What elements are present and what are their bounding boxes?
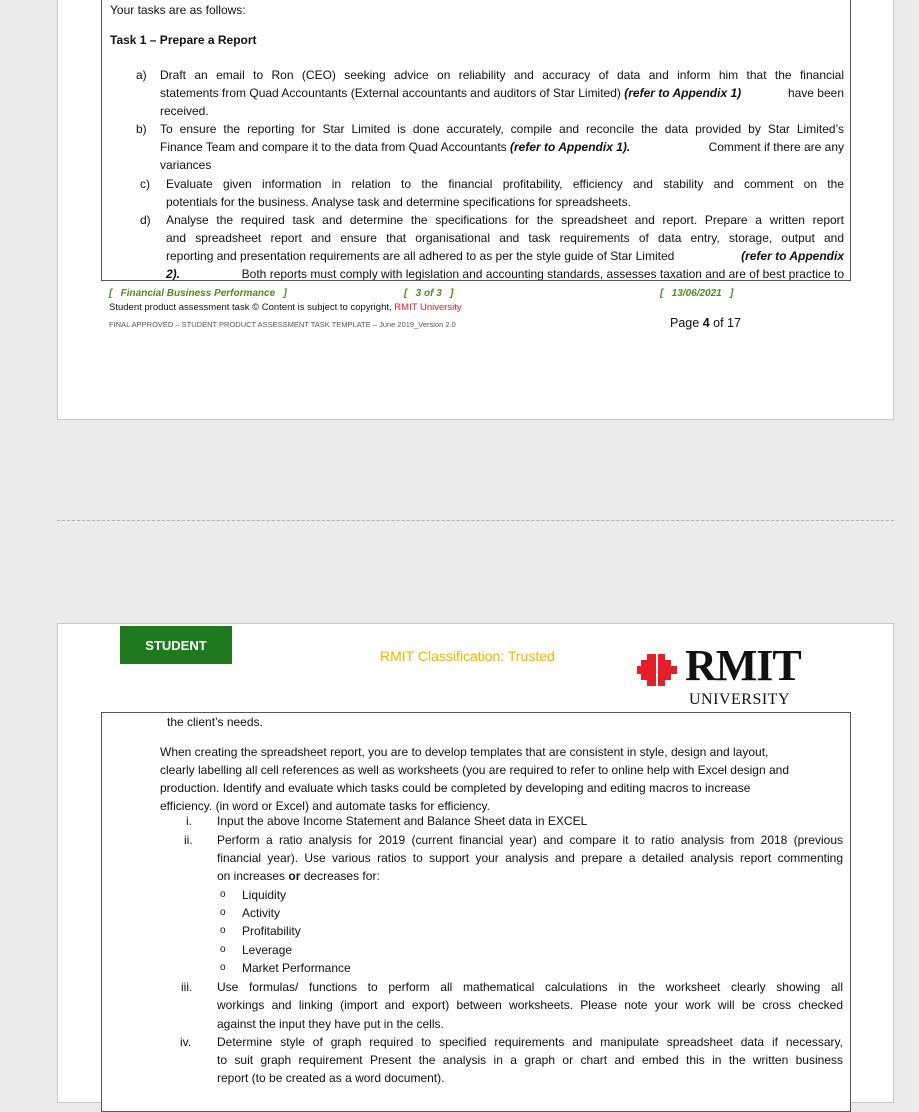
footer-template-version: FINAL APPROVED – STUDENT PRODUCT ASSESSMENT TASK TEMPLATE – June 2019_Version 2.0	[109, 320, 456, 329]
para-line-1: When creating the spreadsheet report, you are to develop templates that are consistent in style, design and layout,	[160, 745, 769, 759]
roman-label-i: i.	[186, 814, 192, 828]
task-content-box	[101, 0, 851, 281]
roman-i-line1: Input the above Income Statement and Balance Sheet data in EXCEL	[217, 814, 588, 828]
page-break-divider	[57, 520, 894, 521]
roman-iv-line1: Determine style of graph required to specified requirements and manipulate spreadsheet data if necessary,	[217, 1035, 843, 1049]
para-line-4: efficiency. (in word or Excel) and automate tasks for efficiency.	[160, 799, 490, 813]
bullet-leverage: Leverage	[242, 943, 293, 957]
item-c-line2: potentials for the business. Analyse task and determine specifications for spreadsheets.	[166, 195, 631, 209]
bullet-marker: o	[220, 962, 226, 973]
rmit-logo-text: RMIT	[685, 641, 801, 690]
roman-iv-line2: to suit graph requirement Present the analysis in a graph or chart and embed this in the written business	[217, 1053, 843, 1067]
document-page-4	[57, 0, 894, 420]
item-label-d: d)	[140, 213, 151, 227]
roman-label-iii: iii.	[181, 980, 193, 994]
footer-page-number: Page 4 of 17	[670, 316, 741, 330]
student-badge: STUDENT	[120, 626, 232, 664]
item-b-line1: To ensure the reporting for Star Limited is done accurately, compile and reconcile the data provided by Star Limited’s	[160, 122, 844, 136]
footer-unit-title: [ Financial Business Performance ]	[109, 288, 287, 299]
roman-ii-line1: Perform a ratio analysis for 2019 (current financial year) and compare it to ratio analysis from 2018 (previous	[217, 833, 843, 847]
task-heading: Task 1 – Prepare a Report	[110, 33, 257, 47]
item-a-line1: Draft an email to Ron (CEO) seeking advice on reliability and accuracy of data and inform him that the financial	[160, 68, 844, 82]
bullet-activity: Activity	[242, 906, 281, 920]
roman-ii-line2: financial year). Use various ratios to support your analysis and prepare a detailed analysis report commenting	[217, 851, 843, 865]
item-c-line1: Evaluate given information in relation to the financial profitability, efficiency and stability and comment on the	[166, 177, 844, 191]
bullet-marker: o	[220, 944, 226, 955]
rmit-pixel-icon	[635, 648, 679, 692]
rmit-logo-subtext: UNIVERSITY	[689, 691, 790, 708]
item-d-line4: 2). Both reports must comply with legislation and accounting standards, assesses taxation and are of best practice to	[166, 267, 844, 281]
bullet-marker: o	[220, 889, 226, 900]
roman-label-iv: iv.	[180, 1035, 192, 1049]
roman-label-ii: ii.	[184, 833, 193, 847]
item-label-c: c)	[140, 177, 150, 191]
rmit-logo	[635, 641, 809, 714]
roman-ii-line3: on increases or decreases for:	[217, 869, 380, 883]
classification-label: RMIT Classification: Trusted	[380, 648, 555, 664]
bullet-market-performance: Market Performance	[242, 961, 351, 975]
roman-iii-line1: Use formulas/ functions to perform all mathematical calculations in the worksheet clearly showing all	[217, 980, 843, 994]
item-d-line3: reporting and presentation requirements are all adhered to as per the style guide of Star Limited (refer to Appendix	[166, 249, 844, 263]
item-label-b: b)	[136, 122, 147, 136]
task-content-box-continued	[101, 712, 851, 1112]
item-d-line2: and spreadsheet report and ensure that organisational and task requirements of data entry, storage, output and	[166, 231, 844, 245]
intro-text: Your tasks are as follows:	[110, 3, 246, 17]
item-label-a: a)	[136, 68, 147, 82]
item-b-line3: variances	[160, 158, 212, 172]
bullet-marker: o	[220, 925, 226, 936]
bullet-liquidity: Liquidity	[242, 888, 287, 902]
bullet-marker: o	[220, 907, 226, 918]
roman-iii-line3: against the input they have put in the cells.	[217, 1017, 444, 1031]
footer-page-of: [ 3 of 3 ]	[404, 288, 454, 299]
bullet-profitability: Profitability	[242, 924, 301, 938]
roman-iii-line2: workings and linking (import and export) between worksheets. Please note your work will be cross checked	[217, 998, 843, 1012]
document-page-5	[57, 623, 894, 1103]
roman-iv-line3: report (to be created as a word document).	[217, 1071, 445, 1085]
footer-date: [ 13/06/2021 ]	[660, 288, 734, 299]
para-line-3: production. Identify and evaluate which tasks could be completed by developing and editing macros to increase	[160, 781, 751, 795]
footer-copyright: Student product assessment task © Content is subject to copyright, RMIT University	[109, 302, 462, 313]
item-a-line2: statements from Quad Accountants (External accountants and auditors of Star Limited) (refer to Appendix 1) have been	[160, 86, 844, 100]
item-b-line2: Finance Team and compare it to the data from Quad Accountants (refer to Appendix 1). Comment if there are any	[160, 140, 844, 154]
continued-text: the client’s needs.	[167, 715, 263, 729]
item-d-line1: Analyse the required task and determine the specifications for the spreadsheet and report. Prepare a written report	[166, 213, 844, 227]
item-a-line3: received.	[160, 104, 209, 118]
para-line-2: clearly labelling all cell references as well as worksheets (you are required to refer to online help with Excel design and	[160, 763, 789, 777]
